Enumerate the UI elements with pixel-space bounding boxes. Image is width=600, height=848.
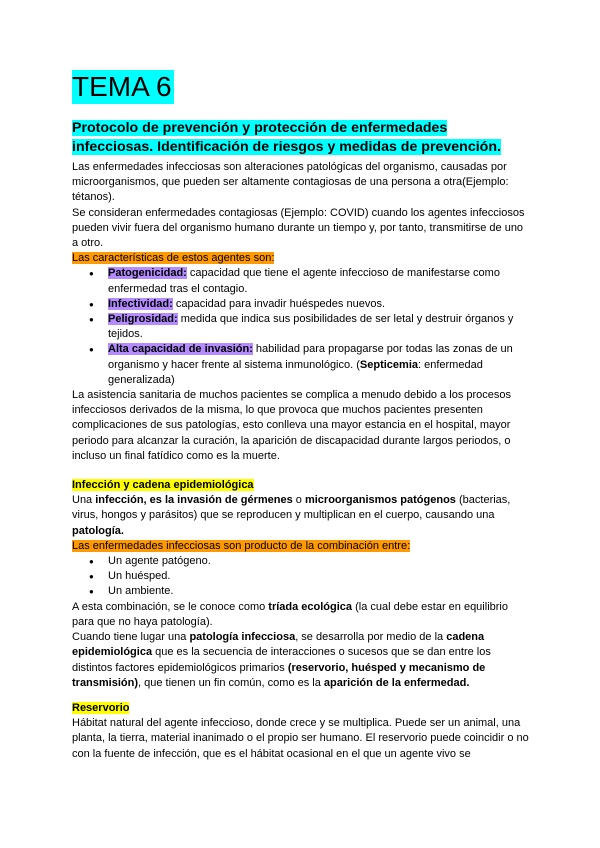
characteristics-heading: Las características de estos agentes son: — [72, 252, 275, 265]
list-item: ● Infectividad: capacidad para invadir huéspedes nuevos. — [72, 297, 532, 312]
list-item: ● Alta capacidad de invasión: habilidad para propagarse por todas las zonas de un organismo y hacer frente al sistema inmunológico. (Septicemia: enfermedad generalizada) — [72, 342, 532, 388]
subtitle-line-1: Protocolo de prevención y protección de enfermedades — [72, 120, 448, 136]
reservoir-paragraph: Hábitat natural del agente infeccioso, donde crece y se multiplica. Puede ser un animal, una planta, la tierra, material inanimado o el propio ser humano. El reservorio puede coincidir o no con la fuente de infección, que es el hábitat ocasional en el que un agente vivo se — [72, 717, 529, 760]
healthcare-paragraph: La asistencia sanitaria de muchos pacientes se complica a menudo debido a los procesos infecciosos derivados de la misma, lo que provoca que muchos pacientes presenten complicaciones de sus patologías, esto conlleva una mayor estancia en el hospital, mayor periodo para alcanzar la curación, la aparición de discapacidad durante largos periodos, o incluso un final fatídico como es la muerte. — [72, 389, 512, 462]
subtitle-line-2: infecciosas. Identificación de riesgos y medidas de prevención. — [72, 139, 501, 155]
page-title: TEMA 6 — [72, 71, 172, 102]
list-item: ● Patogenicidad: capacidad que tiene el agente infeccioso de manifestarse como enfermedad tras el contagio. — [72, 266, 532, 296]
document-subtitle — [72, 119, 532, 157]
intro-paragraph-2: Se consideran enfermedades contagiosas (Ejemplo: COVID) cuando los agentes infecciosos pueden vivir fuera del organismo humano durante un tiempo y, por tanto, transmitirse de uno a otro. — [72, 206, 525, 250]
list-item: ● Un huésped. — [72, 569, 532, 584]
list-item: ● Peligrosidad: medida que indica sus posibilidades de ser letal y destruir órganos y tejidos. — [72, 312, 532, 342]
combination-heading: Las enfermedades infecciosas son producto de la combinación entre: — [72, 539, 411, 552]
combination-list — [72, 554, 532, 600]
list-item: ● Un ambiente. — [72, 584, 532, 599]
intro-paragraph-1: Las enfermedades infecciosas son alteraciones patológicas del organismo, causadas por microorganismos, que pueden ser altamente contagiosas de una persona a otra(Ejemplo: tétanos). — [72, 161, 509, 204]
triad-paragraph: A esta combinación, se le conoce como tríada ecológica (la cual debe estar en equilibrio para que no haya patología). — [72, 600, 508, 628]
reservoir-heading: Reservorio — [72, 701, 130, 714]
characteristics-list — [72, 266, 532, 388]
document-page — [72, 70, 532, 762]
chain-paragraph: Cuando tiene lugar una patología infecciosa, se desarrolla por medio de la cadena epidemiológica que es la secuencia de interacciones o sucesos que se dan entre los distintos factores epidemiológicos primarios (reservorio, huésped y mecanismo de transmisión), que tienen un fin común, como es la aparición de la enfermedad. — [72, 631, 491, 689]
list-item: ● Un agente patógeno. — [72, 554, 532, 569]
infection-definition: Una infección, es la invasión de gérmenes o microorganismos patógenos (bacterias, virus, hongos y parásitos) que se reproducen y multiplican en el cuerpo, causando una patología. — [72, 494, 511, 537]
infection-heading: Infección y cadena epidemiológica — [72, 479, 254, 492]
